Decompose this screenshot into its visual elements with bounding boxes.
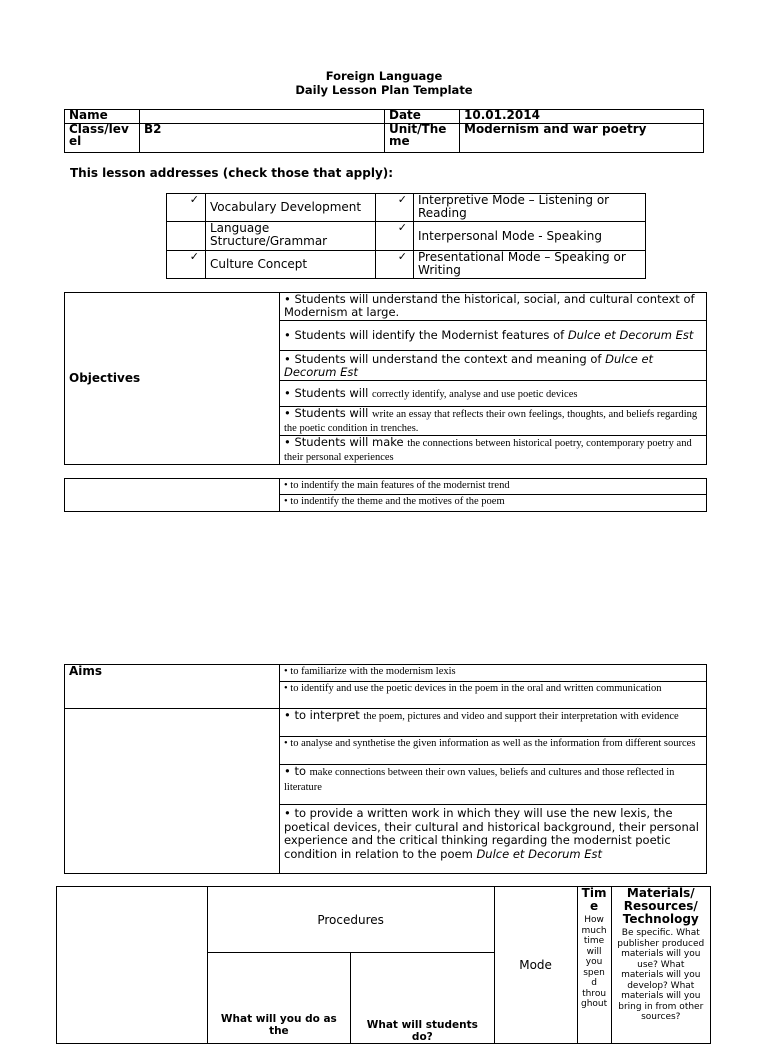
class-value[interactable]: B2: [140, 124, 385, 153]
name-value[interactable]: [140, 110, 385, 124]
aims-label: Aims: [65, 665, 280, 709]
check-presentational[interactable]: [376, 251, 414, 279]
objective-item: • Students will write an essay that reflects their own feelings, thoughts, and beliefs regarding the poetic condition in trenches.: [280, 407, 707, 436]
materials-note: Be specific. What publisher produced materials will you use? What materials will you develop? What materials will you bring in from other sources?: [617, 928, 705, 1022]
item-grammar: Language Structure/Grammar: [206, 222, 376, 251]
check-icon: ✓: [189, 193, 199, 206]
check-icon: ✓: [397, 193, 407, 206]
aim-item: • to provide a written work in which they will use the new lexis, the poetical devices, their cultural and historical background, their personal experience and the critical thinking regarding the modernist poetic condition in relation to the poem Dulce et Decorum Est: [280, 805, 707, 874]
extra-table: [64, 478, 707, 512]
name-label: Name: [65, 110, 140, 124]
materials-title: Materials/ Resources/ Technology: [622, 886, 699, 926]
objective-item: • Students will make the connections between historical poetry, contemporary poetry and their personal experiences: [280, 436, 707, 465]
item-vocabulary: Vocabulary Development: [206, 194, 376, 222]
aims-table: [64, 664, 707, 874]
date-label: Date: [385, 110, 460, 124]
aims-empty-cell: [65, 709, 280, 874]
check-vocabulary[interactable]: [167, 194, 206, 222]
time-header: [577, 887, 611, 1044]
item-interpersonal: Interpersonal Mode - Speaking: [414, 222, 646, 251]
class-label: Class/lev el: [65, 124, 140, 153]
aim-item: • to make connections between their own values, beliefs and cultures and those reflected in literature: [280, 765, 707, 805]
materials-header: [611, 887, 710, 1044]
procedures-title: Procedures: [207, 887, 494, 953]
extra-item: • to indentify the theme and the motives of the poem: [280, 495, 707, 512]
mode-header: Mode: [494, 887, 577, 1044]
item-presentational: Presentational Mode – Speaking or Writing: [414, 251, 646, 279]
check-grammar[interactable]: [167, 222, 206, 251]
time-title: Tim e: [581, 886, 607, 913]
aim-item: • to familiarize with the modernism lexis: [280, 665, 707, 682]
aim-item: • to identify and use the poetic devices in the poem in the oral and written communication: [280, 682, 707, 709]
date-value[interactable]: 10.01.2014: [460, 110, 704, 124]
item-culture: Culture Concept: [206, 251, 376, 279]
students-header: What will students do?: [351, 953, 494, 1044]
time-note: How much time will you spen d throu ghout: [580, 915, 608, 1009]
check-icon: ✓: [397, 250, 407, 263]
teacher-header: What will you do as the: [207, 953, 350, 1044]
info-table: [64, 109, 704, 153]
objective-item: • Students will understand the context and meaning of Dulce et Decorum Est: [280, 351, 707, 381]
objective-item: • Students will identify the Modernist features of Dulce et Decorum Est: [280, 321, 707, 351]
objectives-table: [64, 292, 707, 465]
check-icon: ✓: [397, 221, 407, 234]
procedures-empty-cell: [57, 887, 208, 1044]
doc-title-line2: Daily Lesson Plan Template: [295, 83, 473, 97]
item-interpretive: Interpretive Mode – Listening or Reading: [414, 194, 646, 222]
objective-item: • Students will correctly identify, analyse and use poetic devices: [280, 381, 707, 407]
check-icon: ✓: [189, 250, 199, 263]
check-interpretive[interactable]: [376, 194, 414, 222]
procedures-table: [56, 886, 711, 1044]
extra-item: • to indentify the main features of the modernist trend: [280, 479, 707, 495]
objective-item: • Students will understand the historical, social, and cultural context of Modernism at large.: [280, 293, 707, 321]
objectives-label: Objectives: [65, 293, 280, 465]
check-culture[interactable]: [167, 251, 206, 279]
checklist-table: [166, 193, 646, 279]
doc-title-line1: Foreign Language: [325, 69, 443, 83]
aim-item: • to interpret the poem, pictures and video and support their interpretation with evidence: [280, 709, 707, 737]
unit-value[interactable]: Modernism and war poetry: [460, 124, 704, 153]
aim-item: • to analyse and synthetise the given information as well as the information from different sources: [280, 737, 707, 765]
check-interpersonal[interactable]: [376, 222, 414, 251]
unit-label: Unit/The me: [385, 124, 460, 153]
extra-label: [65, 479, 280, 512]
addresses-heading: This lesson addresses (check those that apply):: [70, 166, 394, 180]
